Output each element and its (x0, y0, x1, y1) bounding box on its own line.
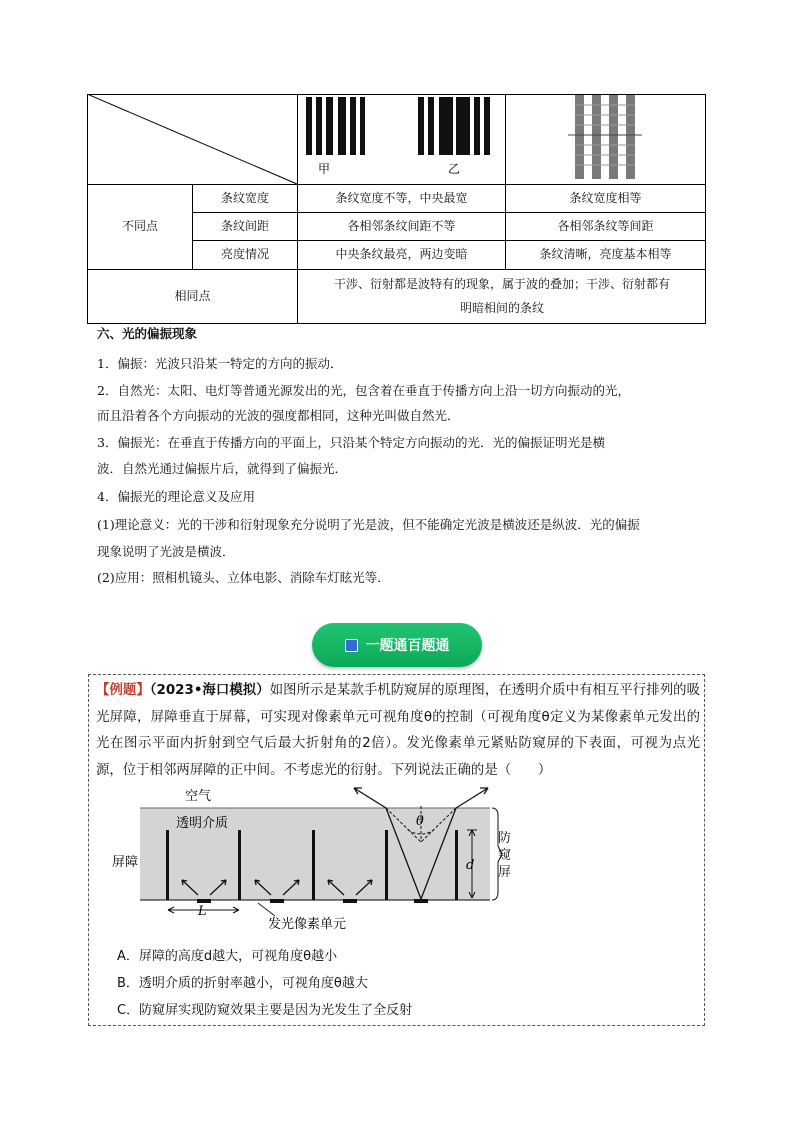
option-b: B．透明介质的折射率越小，可视角度θ越大 (117, 976, 368, 991)
diff-header: 不同点 (121, 219, 158, 234)
label-jia: 甲 (318, 162, 331, 176)
section-heading: 六、光的偏振现象 (97, 326, 198, 341)
paragraph: 3．偏振光：在垂直于传播方向的平面上，只沿某个特定方向振动的光．光的偏振证明光是横 (97, 435, 605, 450)
pixel-label: 发光像素单元 (268, 917, 347, 932)
same-line: 明暗相间的条纹 (459, 301, 544, 315)
table-border (705, 94, 706, 324)
section-badge (312, 623, 482, 667)
d-label: d (466, 858, 475, 873)
row-interference: 各相邻条纹间距不等 (347, 218, 456, 233)
fringe-patterns (298, 95, 505, 184)
label-yi: 乙 (448, 162, 461, 176)
paragraph: 现象说明了光波是横波． (97, 544, 235, 559)
row-name: 条纹间距 (220, 218, 269, 233)
badge-label: 一题通百题通 (365, 638, 450, 654)
L-label: L (198, 904, 207, 919)
row-name: 条纹宽度 (220, 190, 269, 205)
diffraction-pattern (506, 95, 705, 184)
example-tag: 【例题】 (96, 683, 150, 698)
paragraph: 4．偏振光的理论意义及应用 (97, 489, 255, 504)
paragraph: 波．自然光通过偏振片后，就得到了偏振光． (97, 461, 348, 476)
row-name: 亮度情况 (220, 247, 269, 262)
row-interference: 中央条纹最亮，两边变暗 (335, 247, 468, 262)
paragraph: 而且沿着各个方向振动的光波的强度都相同，这种光叫做自然光． (97, 408, 460, 423)
comparison-table (87, 94, 706, 324)
anti-peep-figure (110, 782, 530, 932)
same-content (303, 272, 701, 320)
row-diffraction: 条纹宽度相等 (569, 190, 642, 205)
row-interference: 条纹宽度不等，中央最宽 (335, 190, 468, 205)
barrier-label: 屏障 (112, 855, 139, 870)
paragraph: 2．自然光：太阳、电灯等普通光源发出的光，包含着在垂直于传播方向上沿一切方向振动的光， (97, 383, 630, 398)
row-diffraction: 各相邻条纹等间距 (557, 218, 654, 233)
screen-label: 防窥屏 (498, 831, 512, 880)
example-source: （2023•海口模拟） (149, 683, 270, 698)
same-line: 干涉、衍射都是波特有的现象，属于波的叠加；干涉、衍射都有 (333, 277, 670, 291)
option-a: A．屏障的高度d越大，可视角度θ越小 (117, 949, 338, 964)
badge-icon (345, 639, 358, 652)
air-label: 空气 (185, 789, 212, 804)
option-c: C．防窥屏实现防窥效果主要是因为光发生了全反射 (117, 1003, 413, 1018)
example-stem (96, 678, 700, 784)
paragraph: (2)应用：照相机镜头、立体电影、消除车灯眩光等． (97, 570, 390, 585)
same-header: 相同点 (174, 288, 211, 303)
paragraph: 1．偏振：光波只沿某一特定的方向的振动． (97, 356, 343, 371)
paragraph: (1)理论意义：光的干涉和衍射现象充分说明了光是波，但不能确定光波是横波还是纵波．光的偏振 (97, 517, 640, 532)
example-text: 如图所示是某款手机防窥屏的原理图，在透明介质中有相互平行排列的吸光屏障，屏障垂直于屏幕，可实现对像素单元可视角度θ的控制（可视角度θ定义为某像素单元发出的光在图示平面内折射到空气后最大折射角的2倍）。发光像素单元紧贴防窥屏的下表面，可视为点光源，位于相邻两屏障的正中间。不考虑光的衍射。下列说法正确的是（ ） (96, 683, 700, 778)
medium-label: 透明介质 (176, 816, 229, 831)
row-diffraction: 条纹清晰，亮度基本相等 (539, 247, 672, 262)
diagonal-header (87, 94, 298, 185)
theta-label: θ (416, 814, 424, 829)
